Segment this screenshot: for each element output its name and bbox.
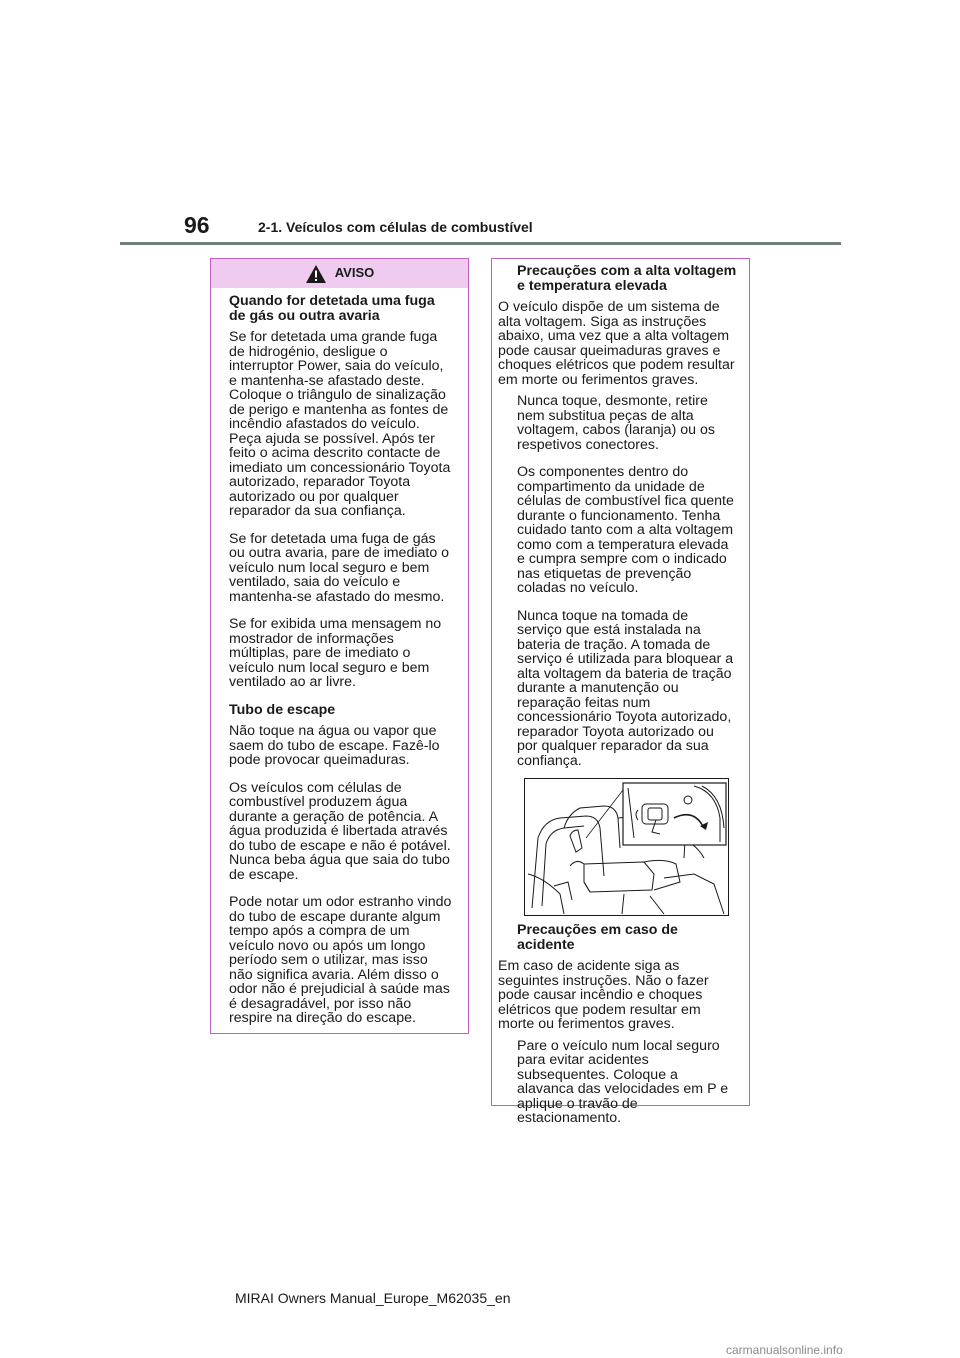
rear-seat-illustration [524,778,729,916]
high-voltage-item-1: Nunca toque, desmonte, retire nem substitua peças de alta voltagem, cabos (laranja) ou os respetivos conectores. [517,393,715,453]
page-number: 96 [184,212,210,238]
high-voltage-heading: Precauções com a alta voltagem e temperatura elevada [517,263,737,294]
gas-leak-heading: Quando for detetada uma fuga de gás ou outra avaria [229,293,435,324]
exhaust-paragraph-1: Não toque na água ou vapor que saem do tubo de escape. Fazê-lo pode provocar queimaduras. [229,723,440,768]
section-title: 2-1. Veículos com células de combustível [258,219,533,235]
manual-footer: MIRAI Owners Manual_Europe_M62035_en [235,1290,511,1306]
accident-intro: Em caso de acidente siga as seguintes instruções. Não o fazer pode causar incêndio e choques elétricos que podem resultar em morte ou ferimentos graves. [498,958,709,1032]
service-plug-illustration [524,778,729,916]
header-rule [120,242,841,245]
high-voltage-item-2: Os componentes dentro do compartimento da unidade de células de combustível fica quente durante o funcionamento. Tenha cuidado tanto com a alta voltagem como com a temperatura elevada e cumpra sempre com o indicado nas etiquetas de prevenção coladas no veículo. [517,464,734,596]
accident-item-1: Pare o veículo num local seguro para evitar acidentes subsequentes. Coloque a alavanca das velocidades em P e aplique o travão de estacionamento. [517,1037,729,1126]
warning-triangle-icon [305,264,327,284]
gas-leak-paragraph-2: Se for detetada uma fuga de gás ou outra avaria, pare de imediato o veículo num local seguro e bem ventilado, saia do veículo e mantenha-se afastado do mesmo. [229,530,450,605]
high-voltage-item-3: Nunca toque na tomada de serviço que está instalada na bateria de tração. A tomada de serviço é utilizada para bloquear a alta voltagem da bateria de tração durante a manutenção ou reparação feitas num concessionário Toyota autorizado, reparador Toyota autorizado ou por qualquer reparador da sua confiança. [517,607,734,769]
gas-leak-paragraph-1: Se for detetada uma grande fuga de hidrogénio, desligue o interruptor Power, saia do veículo, e mantenha-se afastado deste. Coloque o triângulo de sinalização de perigo e mantenha as fontes de incêndio afastados do veículo. Peça ajuda se possível. Após ter feito o acima descrito contacte de imediato um concessionário Toyota autorizado, reparador Toyota autorizado ou por qualquer reparador da sua confiança. [229,329,451,519]
high-voltage-intro: O veículo dispõe de um sistema de alta voltagem. Siga as instruções abaixo, uma vez que a alta voltagem pode causar queimaduras graves e choques elétricos que podem resultar em morte ou ferimentos graves. [498,299,735,388]
accident-heading: Precauções em caso de acidente [517,922,678,953]
watermark-link[interactable]: carmanualsonline.info [726,1343,843,1357]
exhaust-paragraph-3: Pode notar um odor estranho vindo do tubo de escape durante algum tempo após a compra de um veículo novo ou após um longo período sem o utilizar, mas isso não significa avaria. Além disso o odor não é prejudicial à saúde mas é desagradável, por isso não respire na direção do escape. [229,894,452,1026]
warning-box [210,258,469,1034]
exhaust-heading: Tubo de escape [229,701,336,718]
warning-header [211,259,468,288]
exhaust-paragraph-2: Os veículos com células de combustível produzem água durante a geração de potência. A água produzida é libertada através do tubo de escape e não é potável. Nunca beba água que saia do tubo de escape. [229,779,451,883]
precautions-box [491,258,750,1126]
warning-title: AVISO [334,265,375,281]
gas-leak-paragraph-3: Se for exibida uma mensagem no mostrador de informações múltiplas, pare de imediato o veículo num local seguro e bem ventilado ao ar livre. [229,616,442,690]
